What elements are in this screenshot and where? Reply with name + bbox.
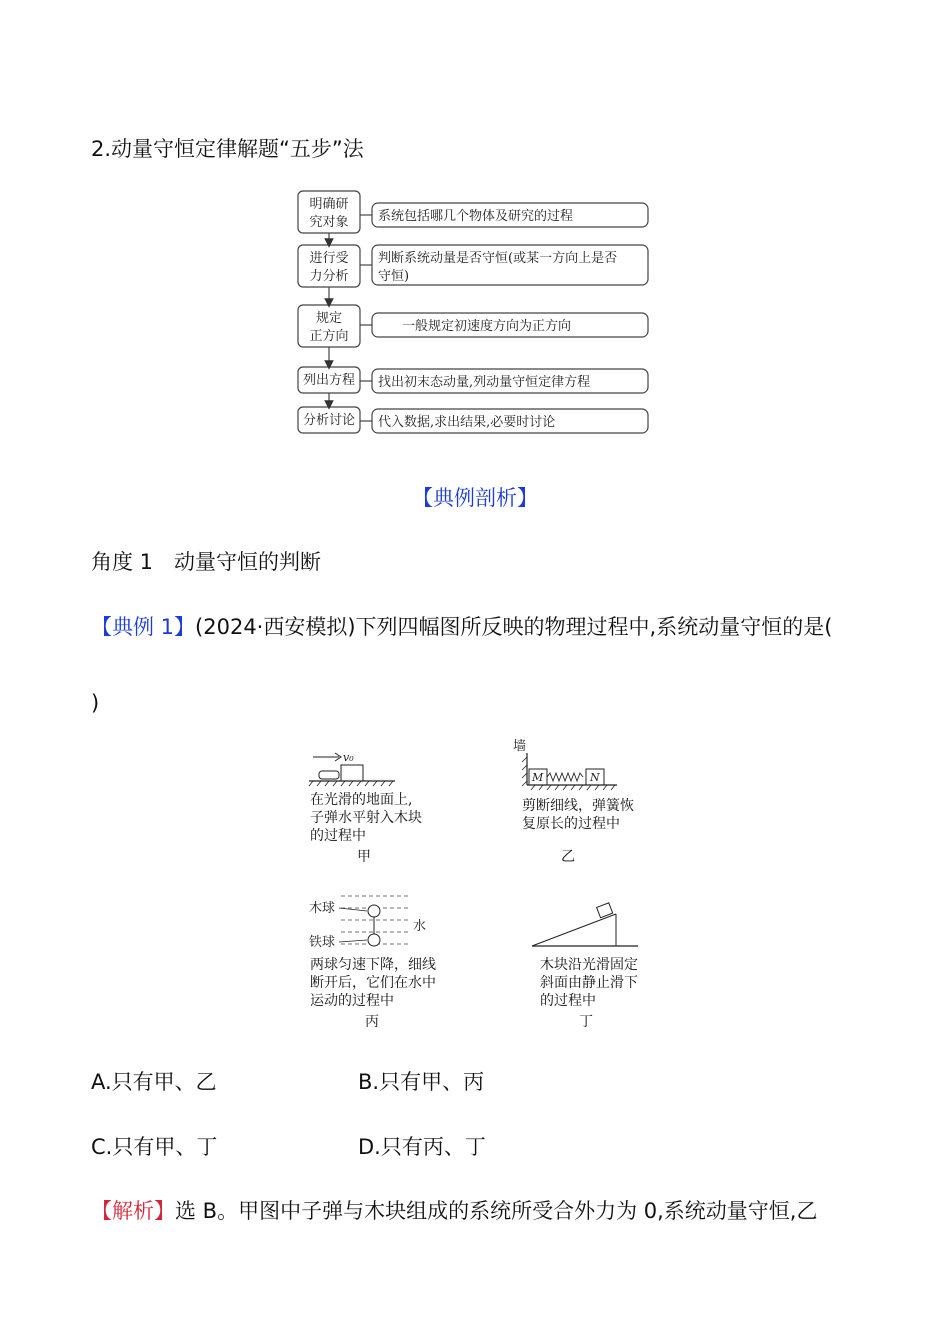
figure-jia-diagram: [305, 748, 435, 790]
block-m-label: M: [532, 771, 544, 784]
step4-label: 列出方程: [302, 373, 356, 388]
water-label: 水: [413, 919, 427, 934]
wood-ball-shape: [368, 905, 380, 917]
figure-yi-caption: 剪断细线，弹簧恢 复原长的过程中: [522, 798, 634, 832]
figure-yi-name: 乙: [561, 849, 575, 865]
step2-desc-1: 判断系统动量是否守恒(或某一方向上是否: [378, 251, 618, 266]
option-c: C.只有甲、丁: [91, 1135, 218, 1159]
question-text: (2024·西安模拟)下列四幅图所反映的物理过程中,系统动量守恒的是(: [195, 615, 833, 639]
question-text-cont: ): [91, 691, 100, 715]
wood-ball-label: 木球: [309, 901, 336, 916]
step3-label-2: 正方向: [309, 329, 349, 344]
figure-bing-diagram: [305, 890, 445, 956]
five-step-flowchart: [290, 185, 660, 437]
step3-label-1: 规定: [315, 311, 343, 326]
wall-label: 墙: [513, 739, 527, 754]
block-n-label: N: [590, 771, 600, 784]
angle-title: 角度 1 动量守恒的判断: [91, 550, 322, 574]
analysis-line: [91, 1197, 817, 1225]
slope-block-shape: [597, 903, 613, 918]
iron-ball-label: 铁球: [309, 935, 336, 950]
analysis-tag: 【解析】: [91, 1199, 175, 1223]
iron-ball-shape: [368, 934, 380, 946]
figure-yi-diagram: [505, 735, 635, 793]
step2-desc-2: 守恒): [378, 269, 410, 284]
figure-ding-name: 丁: [579, 1014, 593, 1030]
velocity-label: v₀: [343, 751, 354, 764]
option-b: B.只有甲、丙: [358, 1070, 485, 1094]
question-tag: 【典例 1】: [91, 615, 196, 639]
example-heading: 【典例剖析】: [412, 486, 538, 510]
step5-label: 分析讨论: [302, 413, 356, 428]
spring-shape: [547, 773, 583, 781]
step1-desc: 系统包括哪几个物体及研究的过程: [378, 209, 574, 224]
bullet-shape: [319, 771, 339, 779]
question-line: [91, 613, 832, 641]
step3-desc: 一般规定初速度方向为正方向: [402, 319, 572, 334]
section-title: 2.动量守恒定律解题“五步”法: [91, 137, 364, 161]
figure-jia-name: 甲: [357, 849, 371, 865]
step2-label-1: 进行受: [309, 251, 349, 266]
step1-label-1: 明确研: [309, 197, 349, 212]
option-d: D.只有丙、丁: [358, 1135, 486, 1159]
step2-label-2: 力分析: [309, 269, 349, 284]
figure-ding-caption: 木块沿光滑固定 斜面由静止滑下 的过程中: [540, 957, 638, 1009]
figure-bing-caption: 两球匀速下降，细线 断开后，它们在水中 运动的过程中: [310, 957, 436, 1009]
figure-bing-name: 丙: [365, 1014, 379, 1030]
figure-ding-diagram: [528, 896, 643, 952]
step1-label-2: 究对象: [309, 215, 349, 230]
step4-desc: 找出初末态动量,列动量守恒定律方程: [378, 375, 591, 390]
analysis-text: 选 B。甲图中子弹与木块组成的系统所受合外力为 0,系统动量守恒,乙: [175, 1199, 818, 1223]
figure-jia-caption: 在光滑的地面上, 子弹水平射入木块 的过程中: [310, 792, 422, 844]
option-a: A.只有甲、乙: [91, 1070, 217, 1094]
step5-desc: 代入数据,求出结果,必要时讨论: [378, 415, 556, 430]
wood-block-shape: [341, 765, 363, 781]
